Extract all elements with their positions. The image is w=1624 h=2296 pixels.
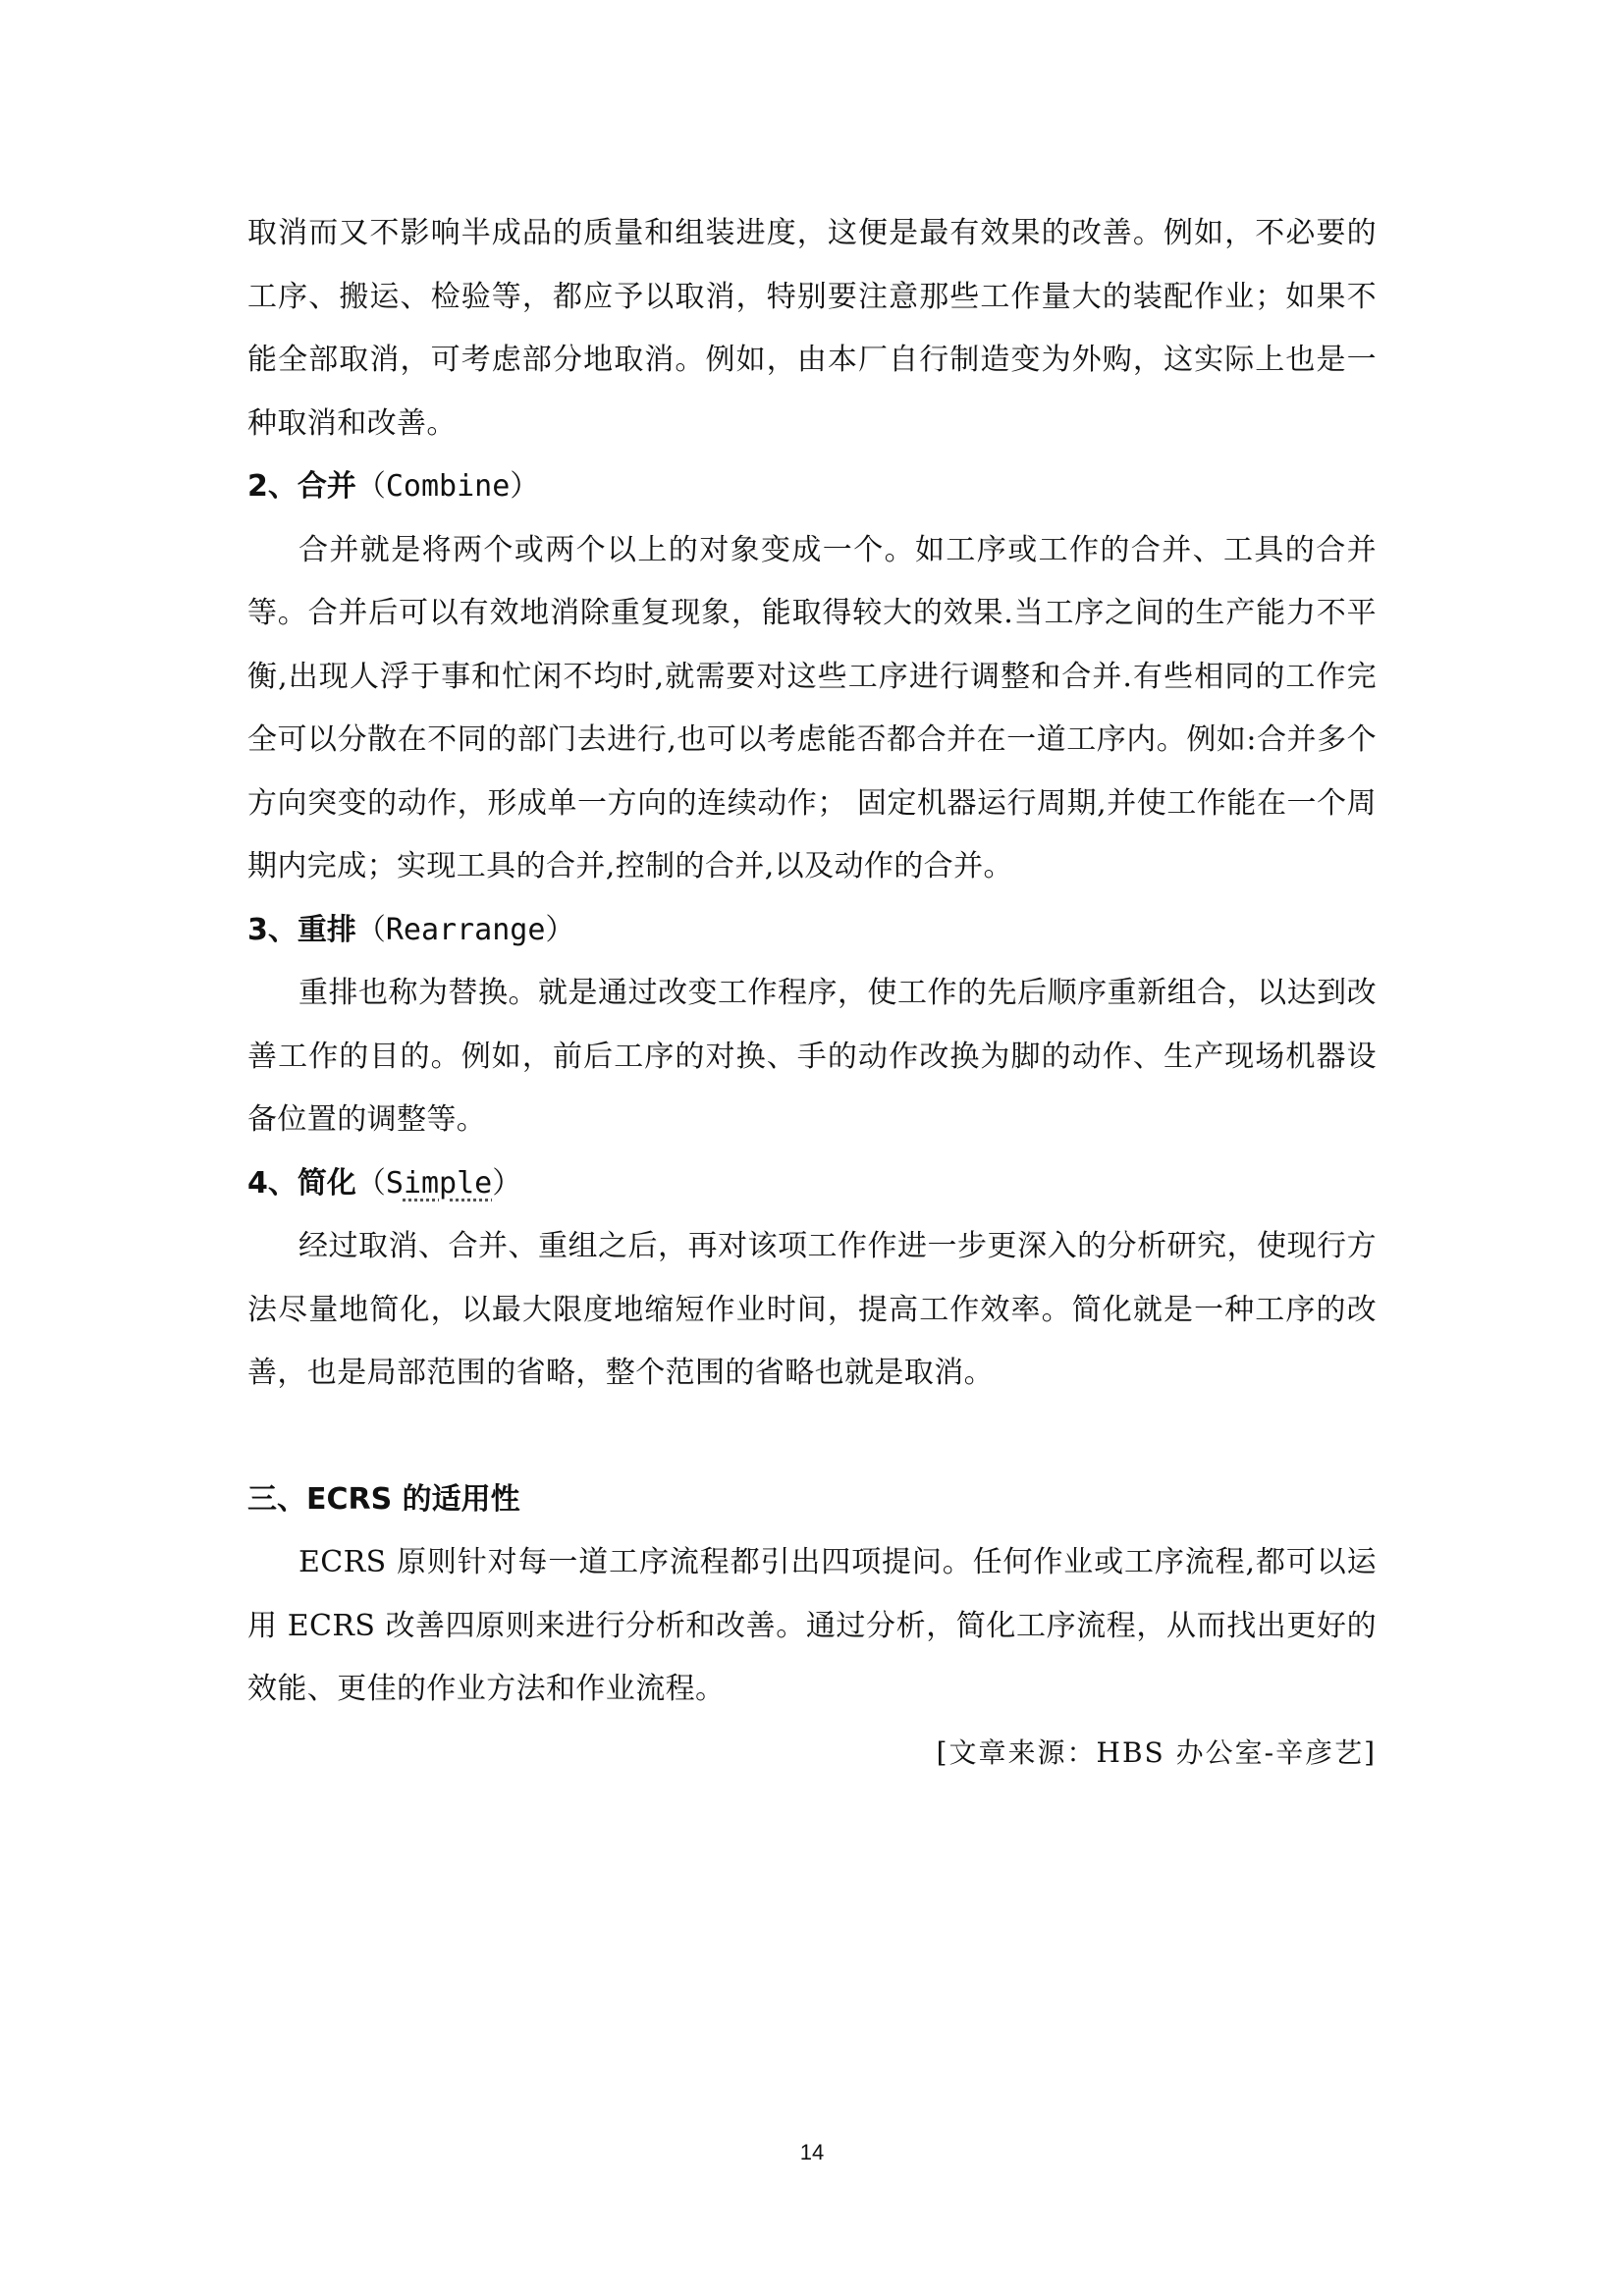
section-title-en: （Combine） — [355, 469, 540, 504]
section-number: 2、 — [247, 469, 298, 504]
spacer — [247, 1406, 1377, 1468]
page-content — [247, 202, 1377, 1785]
chapter-heading: 三、ECRS 的适用性 — [247, 1481, 520, 1517]
article-source: [文章来源：HBS 办公室-辛彦艺] — [936, 1735, 1377, 1769]
chapter-body: ECRS 原则针对每一道工序流程都引出四项提问。任何作业或工序流程,都可以运用 ECRS 改善四原则来进行分析和改善。通过分析，简化工序流程，从而找出更好的效能、更佳的作业方法和作业流程。 — [247, 1545, 1377, 1706]
section-body-combine: 合并就是将两个或两个以上的对象变成一个。如工序或工作的合并、工具的合并等。合并后可以有效地消除重复现象，能取得较大的效果.当工序之间的生产能力不平衡,出现人浮于事和忙闲不均时,就需要对这些工序进行调整和合并.有些相同的工作完全可以分散在不同的部门去进行,也可以考虑能否都合并在一道工序内。例如:合并多个方向突变的动作，形成单一方向的连续动作； 固定机器运行周期,并使工作能在一个周期内完成；实现工具的合并,控制的合并,以及动作的合并。 — [247, 532, 1377, 883]
section-heading-combine — [247, 455, 1377, 519]
section-title-cn: 简化 — [297, 1165, 356, 1201]
section-number: 4、 — [247, 1165, 298, 1201]
page-number: 14 — [799, 2140, 825, 2164]
section-title-en: （Rearrange） — [355, 912, 575, 947]
section-title-cn: 重排 — [297, 912, 356, 947]
section-number: 3、 — [247, 912, 298, 947]
spelling-marked-word: imple — [403, 1165, 493, 1201]
section-title-en-post: ） — [492, 1165, 522, 1201]
section-heading-rearrange — [247, 899, 1377, 963]
intro-paragraph: 取消而又不影响半成品的质量和组装进度，这便是最有效果的改善。例如，不必要的工序、搬运、检验等，都应予以取消，特别要注意那些工作量大的装配作业；如果不能全部取消，可考虑部分地取消。例如，由本厂自行制造变为外购，这实际上也是一种取消和改善。 — [247, 216, 1377, 441]
section-heading-simple — [247, 1152, 1377, 1216]
section-body-rearrange: 重排也称为替换。就是通过改变工作程序，使工作的先后顺序重新组合，以达到改善工作的目的。例如，前后工序的对换、手的动作改换为脚的动作、生产现场机器设备位置的调整等。 — [247, 976, 1377, 1137]
section-title-en-pre: （S — [355, 1165, 404, 1201]
section-body-simple: 经过取消、合并、重组之后，再对该项工作作进一步更深入的分析研究，使现行方法尽量地简化，以最大限度地缩短作业时间，提高工作效率。简化就是一种工序的改善，也是局部范围的省略，整个范围的省略也就是取消。 — [247, 1229, 1377, 1390]
section-title-cn: 合并 — [297, 469, 356, 504]
